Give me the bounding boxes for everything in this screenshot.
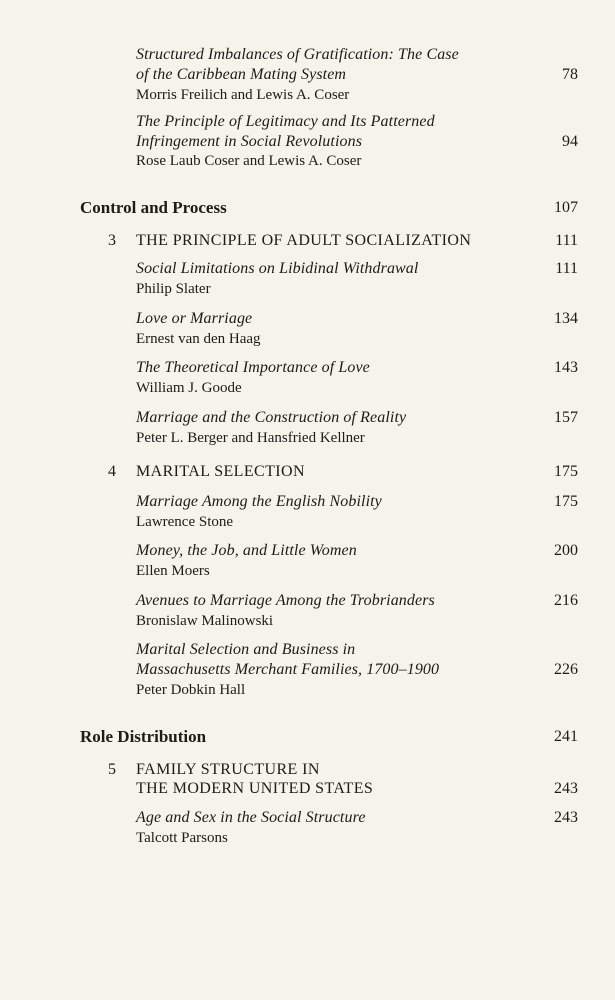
entry-author: Philip Slater xyxy=(136,281,211,297)
entry-page-number: 134 xyxy=(554,310,578,327)
entry-page-number: 226 xyxy=(554,661,578,678)
entry-page-number: 243 xyxy=(554,809,578,826)
section-page-number: 241 xyxy=(554,728,578,745)
entry-page-number: 216 xyxy=(554,592,578,609)
entry-author: William J. Goode xyxy=(136,380,242,396)
entry-title-line: Infringement in Social Revolutions xyxy=(136,133,363,150)
entry-author: Bronislaw Malinowski xyxy=(136,613,274,629)
section-page-number: 107 xyxy=(554,199,578,216)
chapter-page-number: 111 xyxy=(555,232,578,249)
chapter-page-number: 243 xyxy=(554,780,578,797)
entry-title: Avenues to Marriage Among the Trobrianders xyxy=(136,592,435,609)
entry-page-number: 111 xyxy=(555,260,578,277)
entry-title: Social Limitations on Libidinal Withdrawal xyxy=(136,260,419,277)
chapter-number: 4 xyxy=(108,463,116,480)
chapter-title-line: THE MODERN UNITED STATES xyxy=(136,780,374,797)
entry-title-line: Marital Selection and Business in xyxy=(136,641,356,658)
entry-title: Age and Sex in the Social Structure xyxy=(136,809,366,826)
section-heading: Control and Process xyxy=(80,198,227,217)
entry-author: Ellen Moers xyxy=(136,563,210,579)
entry-author: Rose Laub Coser and Lewis A. Coser xyxy=(136,153,362,169)
entry-page-number: 78 xyxy=(562,66,578,83)
entry-title-line: The Principle of Legitimacy and Its Patterned xyxy=(136,113,435,130)
section-heading: Role Distribution xyxy=(80,727,207,746)
entry-page-number: 143 xyxy=(554,359,578,376)
entry-author: Lawrence Stone xyxy=(136,514,234,530)
chapter-title-line: FAMILY STRUCTURE IN xyxy=(136,761,320,778)
entry-author: Peter Dobkin Hall xyxy=(136,682,246,698)
chapter-number: 3 xyxy=(108,232,116,249)
entry-title-line: Massachusetts Merchant Families, 1700–1900 xyxy=(136,661,440,678)
chapter-title: MARITAL SELECTION xyxy=(136,463,305,480)
entry-author: Peter L. Berger and Hansfried Kellner xyxy=(136,430,365,446)
entry-title-line: of the Caribbean Mating System xyxy=(136,66,347,83)
entry-title: Love or Marriage xyxy=(136,310,253,327)
entry-author: Morris Freilich and Lewis A. Coser xyxy=(136,87,350,103)
entry-title: The Theoretical Importance of Love xyxy=(136,359,370,376)
entry-page-number: 94 xyxy=(562,133,578,150)
entry-title: Marriage Among the English Nobility xyxy=(136,493,382,510)
entry-author: Ernest van den Haag xyxy=(136,331,261,347)
chapter-page-number: 175 xyxy=(554,463,578,480)
entry-page-number: 157 xyxy=(554,409,578,426)
entry-page-number: 175 xyxy=(554,493,578,510)
chapter-number: 5 xyxy=(108,761,116,778)
entry-page-number: 200 xyxy=(554,542,578,559)
entry-title-line: Structured Imbalances of Gratification: The Case xyxy=(136,46,459,63)
entry-title: Marriage and the Construction of Reality xyxy=(136,409,407,426)
entry-author: Talcott Parsons xyxy=(136,830,228,846)
entry-title: Money, the Job, and Little Women xyxy=(136,542,357,559)
chapter-title: THE PRINCIPLE OF ADULT SOCIALIZATION xyxy=(136,232,472,249)
